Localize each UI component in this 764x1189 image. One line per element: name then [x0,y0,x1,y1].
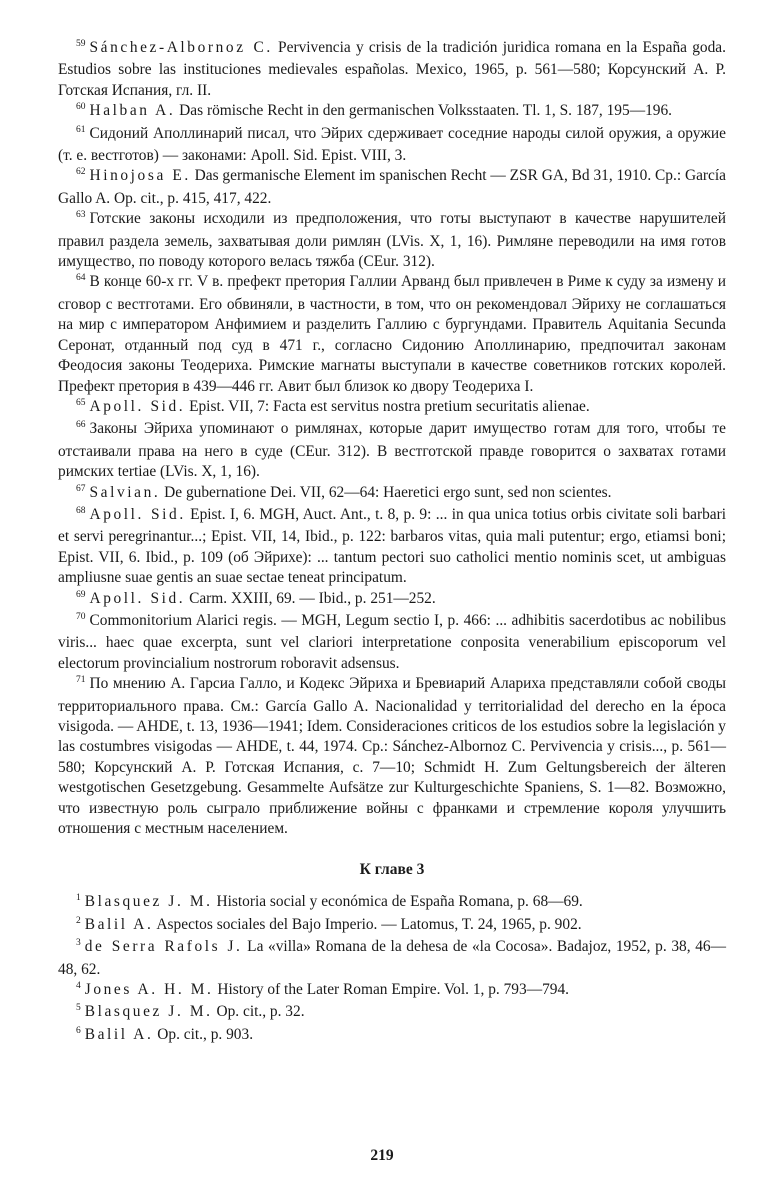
footnote-author: Halban A. [89,102,176,120]
footnote-text: Das römische Recht in den germanischen Volksstaaten. Tl. 1, S. 187, 195—196. [175,102,673,120]
footnote-text: Epist. I, 6. MGH, Auct. Ant., t. 8, p. 9: ... in qua unica totius orbis civitate soli barbari et servi peregrinantur...; Epist. VII, 14, Ibid., p. 122: barbaros vitas, quia mali putentur; ergo, etiamsi boni; Epist. VII, 6. Ibid., p. 109 (об Эйрихе): ... tantum pectori suo catholici mentio nominis scet, ut ambiguas ampliusne suae gentis an suae sectae teneat principatum. [58,505,727,587]
footnote-author: Sánchez-Albornoz C. [89,39,273,56]
footnote [58,937,726,980]
chapter-heading: К главе 3 [359,861,425,879]
footnote [58,892,726,914]
footnote-text: Historia social y económica de España Romana, p. 68—69. [212,893,583,911]
footnote-author: Apoll. Sid. [89,397,186,415]
footnote-text: Commonitorium Alarici regis. — MGH, Legum sectio I, p. 466: ... adhibitis sacerdotibus ac nobilibus viris... haec quae excerpta, sunt vel clariori interpretatione conposita venerabilium episcoporum vel electorum provincialium nostrorum roboravit adsensus. [58,611,726,672]
footnote-author: Apoll. Sid. [89,589,186,607]
footnote-author: Hinojosa E. [89,167,191,185]
footnote-text: По мнению А. Гарсиа Галло, и Кодекс Эйриха и Бревиарий Алариха представляли собой своды территориального права. См.: García Gallo A. Nacionalidad y territorialidad del derecho en la época visigoda. — AHDE, t. 13, 1936—1941; Idem. Consideraciones criticos de los estudios sobre la legislación y las costumbres visigodas — AHDE, t. 44, 1974. Ср.: Sánchez-Albornoz C. Pervivencia y crisis..., p. 561—580; Корсунский А. Р. Готская Испания, с. 7—10; Schmidt H. Zum Geltungsbereich der älteren westgotischen Gesetzgebung. Gesammelte Aufsätze zur Kulturgeschichte Spaniens, S. 1—82. Возможно, что известную роль сыграло приближение войны с франками и стремление короля улучшить отношения с местным населением. [58,675,726,838]
footnote-author: Balil A. [84,1025,154,1043]
footnote-text: Epist. VII, 7: Facta est servitus nostra pretium securitatis alienae. [185,397,590,415]
footnote-text: De gubernatione Dei. VII, 62—64: Haeretici ergo sunt, sed non scientes. [160,483,612,501]
footnote-number: 71 [76,675,86,686]
footnote-number: 63 [76,210,86,221]
footnote-number: 60 [76,102,86,113]
footnote-text: Aspectos sociales del Bajo Imperio. — Latomus, T. 24, 1965, p. 902. [153,915,582,933]
page-number: 219 [370,1147,394,1164]
notes-chapter-3 [58,892,726,1047]
footnote [58,915,726,937]
footnote-number: 61 [76,124,86,135]
footnote-author: Apoll. Sid. [89,505,186,523]
footnote-number: 68 [76,505,86,516]
footnote-text: Das germanische Element im spanischen Recht — ZSR GA, Bd 31, 1910. Ср.: García Gallo A. Op. cit., p. 415, 417, 422. [58,167,726,207]
footnote-author: de Serra Rafols J. [84,938,243,956]
footnote [58,101,726,123]
notes-chapter-2 [58,38,726,839]
footnote-author: Salvian. [89,483,161,501]
footnote-number: 5 [76,1003,81,1014]
footnote [58,38,726,101]
footnote-number: 62 [76,167,86,178]
footnote-number: 69 [76,589,86,600]
footnote-author: Blasquez J. M. [84,893,213,911]
footnote-text: Carm. XXIII, 69. — Ibid., p. 251—252. [185,589,436,607]
footnote [58,589,726,611]
footnote [58,209,726,272]
footnote [58,674,726,839]
footnote-number: 4 [76,981,81,992]
footnote-number: 1 [76,893,81,904]
footnote [58,1002,726,1024]
footnote-number: 70 [76,611,86,622]
footnote [58,166,726,209]
footnote [58,483,726,505]
footnote [58,419,726,482]
footnote-text: La «villa» Romana de la dehesa de «la Cocosa». Badajoz, 1952, p. 38, 46—48, 62. [58,938,726,978]
footnote-text: Pervivencia y crisis de la tradición juridica romana en la España goda. Estudios sobre las instituciones medievales españolas. Mexico, 1965, p. 561—580; Корсунский А. Р. Готская Испания, гл. II. [58,39,726,99]
footnotes [58,38,726,1047]
footnote-number: 65 [76,397,86,408]
footnote-text: History of the Later Roman Empire. Vol. 1, p. 793—794. [213,981,570,999]
footnote-text: В конце 60-х гг. V в. префект претория Галлии Арванд был привлечен в Риме к суду за измену и сговор с вестготами. Его обвиняли, в частности, в том, что он рекомендовал Эйриху не соглашаться на мир с императором Анфимием и разделить Галлию с бургундами. Правитель Aquitania Secunda Серонат, отданный под суд в 471 г., согласно Сидонию Аполлинарию, предпочитал законам Феодосия законы Теодериха. Римские магнаты выступали в качестве советников готских королей. Префект претория в 439—446 гг. Авит был близок ко двору Теодериха I. [58,273,726,395]
footnote-text: Op. cit., p. 903. [153,1025,254,1043]
footnote-number: 66 [76,420,86,431]
footnote-author: Balil A. [84,915,154,933]
footnote-number: 2 [76,915,81,926]
footnote [58,397,726,419]
footnote [58,505,726,589]
footnote [58,124,726,167]
footnote-text: Op. cit., p. 32. [212,1003,305,1021]
footnote-number: 59 [76,39,86,49]
footnote [58,611,726,674]
footnote-text: Законы Эйриха упоминают о римлянах, которые дарит имущество готам для того, чтобы те отстаивали права на него в суде (CEur. 312). В вестготской правде говорится о захватах готами римских tertiae (LVis. X, 1, 16). [58,420,726,481]
footnote-author: Blasquez J. M. [84,1003,213,1021]
footnote-number: 67 [76,483,86,494]
footnote [58,980,726,1002]
footnote-text: Готские законы исходили из предположения, что готы выступают в качестве нарушителей правил раздела земель, захватывая доли римлян (LVis. X, 1, 16). Римляне переводили на имя готов имущество, по поводу которого велась тяжба (CEur. 312). [58,210,726,271]
footnote-number: 64 [76,273,86,284]
footnote [58,272,726,396]
footnote-author: Jones A. H. M. [84,981,214,999]
footnote-text: Сидоний Аполлинарий писал, что Эйрих сдерживает соседние народы силой оружия, а оружие (т. е. вестготов) — законами: Apoll. Sid. Epist. VIII, 3. [58,124,726,165]
footnote [58,1025,726,1047]
footnote-number: 3 [76,938,81,949]
footnote-number: 6 [76,1025,81,1036]
